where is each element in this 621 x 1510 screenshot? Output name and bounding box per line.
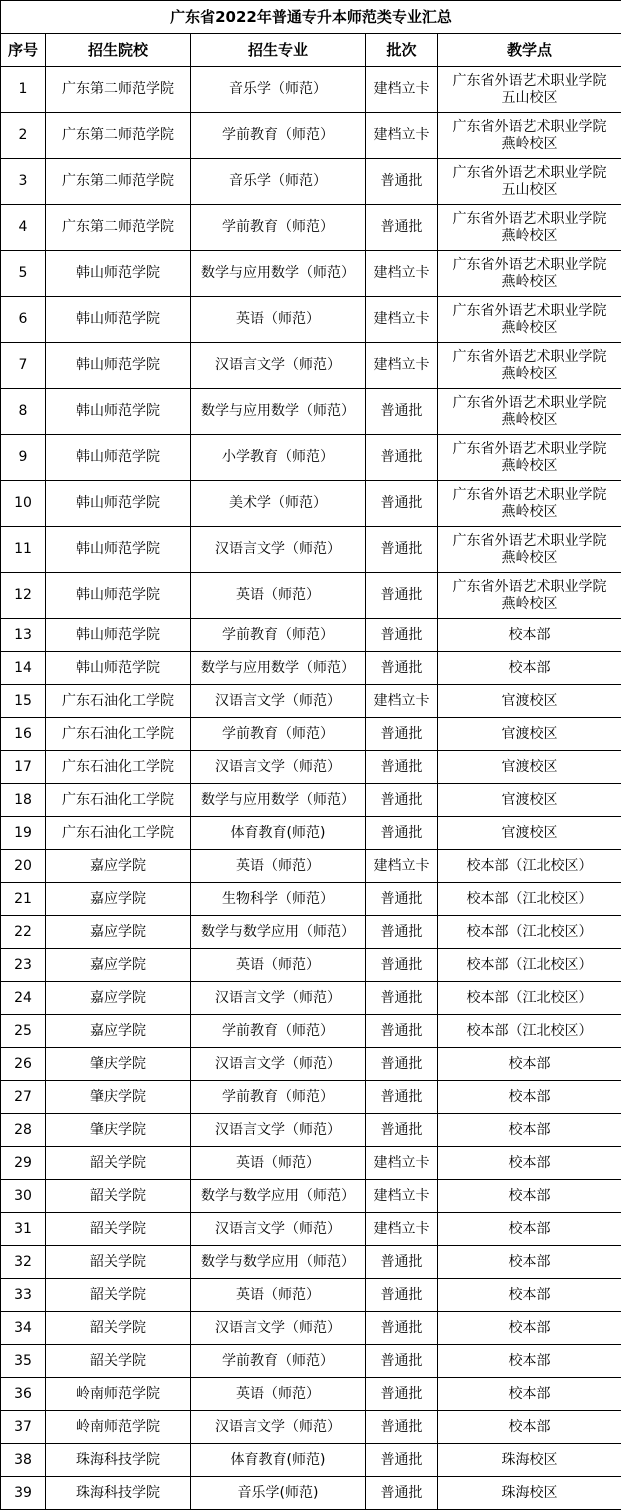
site-line: 燕岭校区 xyxy=(501,227,558,244)
batch-cell: 普通批 xyxy=(366,1081,438,1114)
site-cell xyxy=(438,817,621,850)
major-cell: 学前教育（师范） xyxy=(191,718,366,751)
school-cell: 韶关学院 xyxy=(46,1279,191,1312)
site-line: 校本部 xyxy=(508,659,551,676)
school-cell: 韶关学院 xyxy=(46,1246,191,1279)
major-cell: 英语（师范） xyxy=(191,949,366,982)
site-cell xyxy=(438,205,621,251)
school-cell: 韩山师范学院 xyxy=(46,527,191,573)
batch-cell: 普通批 xyxy=(366,883,438,916)
school-cell: 岭南师范学院 xyxy=(46,1411,191,1444)
row-number: 22 xyxy=(1,916,46,949)
site-line: 校本部 xyxy=(508,1352,551,1369)
row-number: 31 xyxy=(1,1213,46,1246)
row-number: 29 xyxy=(1,1147,46,1180)
school-cell: 广东石油化工学院 xyxy=(46,784,191,817)
batch-cell: 普通批 xyxy=(366,1312,438,1345)
school-cell: 韩山师范学院 xyxy=(46,481,191,527)
school-cell: 韶关学院 xyxy=(46,1345,191,1378)
table-row xyxy=(1,1147,621,1180)
table-row xyxy=(1,1411,621,1444)
school-cell: 韩山师范学院 xyxy=(46,297,191,343)
table-row xyxy=(1,1180,621,1213)
site-line: 燕岭校区 xyxy=(501,319,558,336)
site-line: 官渡校区 xyxy=(501,758,558,775)
school-cell: 肇庆学院 xyxy=(46,1114,191,1147)
site-line: 燕岭校区 xyxy=(501,273,558,290)
row-number: 4 xyxy=(1,205,46,251)
site-line: 校本部 xyxy=(508,1319,551,1336)
site-line: 校本部 xyxy=(508,626,551,643)
batch-cell: 普通批 xyxy=(366,1444,438,1477)
row-number: 9 xyxy=(1,435,46,481)
school-cell: 广东石油化工学院 xyxy=(46,751,191,784)
major-cell: 英语（师范） xyxy=(191,1279,366,1312)
major-cell: 生物科学（师范） xyxy=(191,883,366,916)
site-cell xyxy=(438,1048,621,1081)
table-row xyxy=(1,159,621,205)
row-number: 30 xyxy=(1,1180,46,1213)
major-cell: 数学与数学应用（师范） xyxy=(191,916,366,949)
school-cell: 韶关学院 xyxy=(46,1180,191,1213)
table-row xyxy=(1,949,621,982)
table-row xyxy=(1,1279,621,1312)
table-row xyxy=(1,343,621,389)
row-number: 23 xyxy=(1,949,46,982)
major-cell: 体育教育(师范) xyxy=(191,817,366,850)
row-number: 39 xyxy=(1,1477,46,1510)
table-row xyxy=(1,435,621,481)
batch-cell: 建档立卡 xyxy=(366,251,438,297)
site-line: 校本部 xyxy=(508,1187,551,1204)
site-line: 广东省外语艺术职业学院 xyxy=(452,532,607,549)
table-body xyxy=(1,67,621,1510)
table-row xyxy=(1,527,621,573)
batch-cell: 建档立卡 xyxy=(366,343,438,389)
site-cell xyxy=(438,1345,621,1378)
row-number: 27 xyxy=(1,1081,46,1114)
site-line: 广东省外语艺术职业学院 xyxy=(452,256,607,273)
site-line: 五山校区 xyxy=(501,181,558,198)
table-row xyxy=(1,619,621,652)
site-line: 广东省外语艺术职业学院 xyxy=(452,486,607,503)
site-line: 校本部（江北校区） xyxy=(466,956,593,973)
site-line: 燕岭校区 xyxy=(501,549,558,566)
header-row xyxy=(1,34,621,67)
row-number: 25 xyxy=(1,1015,46,1048)
row-number: 5 xyxy=(1,251,46,297)
batch-cell: 普通批 xyxy=(366,1246,438,1279)
table-row xyxy=(1,1213,621,1246)
site-cell xyxy=(438,751,621,784)
school-cell: 韩山师范学院 xyxy=(46,652,191,685)
school-cell: 韩山师范学院 xyxy=(46,619,191,652)
header-site: 教学点 xyxy=(438,34,621,67)
site-cell xyxy=(438,1477,621,1510)
major-cell: 汉语言文学（师范） xyxy=(191,527,366,573)
school-cell: 嘉应学院 xyxy=(46,850,191,883)
major-cell: 数学与数学应用（师范） xyxy=(191,1180,366,1213)
site-line: 校本部 xyxy=(508,1121,551,1138)
major-cell: 汉语言文学（师范） xyxy=(191,1312,366,1345)
school-cell: 肇庆学院 xyxy=(46,1048,191,1081)
table-row xyxy=(1,1114,621,1147)
row-number: 10 xyxy=(1,481,46,527)
school-cell: 广东第二师范学院 xyxy=(46,159,191,205)
row-number: 13 xyxy=(1,619,46,652)
major-cell: 英语（师范） xyxy=(191,573,366,619)
batch-cell: 建档立卡 xyxy=(366,1213,438,1246)
batch-cell: 普通批 xyxy=(366,817,438,850)
site-line: 校本部（江北校区） xyxy=(466,923,593,940)
site-line: 珠海校区 xyxy=(501,1451,558,1468)
site-line: 燕岭校区 xyxy=(501,595,558,612)
major-cell: 汉语言文学（师范） xyxy=(191,1213,366,1246)
table-title: 广东省2022年普通专升本师范类专业汇总 xyxy=(1,1,621,34)
table-row xyxy=(1,751,621,784)
major-cell: 学前教育（师范） xyxy=(191,1345,366,1378)
site-line: 燕岭校区 xyxy=(501,457,558,474)
batch-cell: 普通批 xyxy=(366,573,438,619)
table-row xyxy=(1,718,621,751)
batch-cell: 建档立卡 xyxy=(366,67,438,113)
row-number: 35 xyxy=(1,1345,46,1378)
batch-cell: 建档立卡 xyxy=(366,113,438,159)
site-cell xyxy=(438,784,621,817)
site-line: 广东省外语艺术职业学院 xyxy=(452,578,607,595)
table-row xyxy=(1,1081,621,1114)
row-number: 16 xyxy=(1,718,46,751)
batch-cell: 普通批 xyxy=(366,1015,438,1048)
site-line: 官渡校区 xyxy=(501,692,558,709)
row-number: 28 xyxy=(1,1114,46,1147)
site-cell xyxy=(438,389,621,435)
table-row xyxy=(1,1345,621,1378)
batch-cell: 普通批 xyxy=(366,481,438,527)
site-line: 校本部 xyxy=(508,1286,551,1303)
header-no: 序号 xyxy=(1,34,46,67)
site-line: 燕岭校区 xyxy=(501,503,558,520)
row-number: 1 xyxy=(1,67,46,113)
major-cell: 学前教育（师范） xyxy=(191,205,366,251)
site-cell xyxy=(438,883,621,916)
major-cell: 学前教育（师范） xyxy=(191,1081,366,1114)
site-cell xyxy=(438,1180,621,1213)
major-cell: 体育教育(师范) xyxy=(191,1444,366,1477)
site-line: 燕岭校区 xyxy=(501,135,558,152)
batch-cell: 建档立卡 xyxy=(366,1147,438,1180)
table-row xyxy=(1,1246,621,1279)
major-cell: 数学与应用数学（师范） xyxy=(191,389,366,435)
school-cell: 广东石油化工学院 xyxy=(46,817,191,850)
site-line: 广东省外语艺术职业学院 xyxy=(452,72,607,89)
school-cell: 嘉应学院 xyxy=(46,949,191,982)
row-number: 15 xyxy=(1,685,46,718)
site-cell xyxy=(438,573,621,619)
table-row xyxy=(1,573,621,619)
school-cell: 肇庆学院 xyxy=(46,1081,191,1114)
site-cell xyxy=(438,685,621,718)
site-cell xyxy=(438,159,621,205)
school-cell: 嘉应学院 xyxy=(46,883,191,916)
major-cell: 数学与应用数学（师范） xyxy=(191,251,366,297)
table-row xyxy=(1,1015,621,1048)
batch-cell: 普通批 xyxy=(366,784,438,817)
site-line: 广东省外语艺术职业学院 xyxy=(452,302,607,319)
table-row xyxy=(1,850,621,883)
batch-cell: 普通批 xyxy=(366,949,438,982)
batch-cell: 普通批 xyxy=(366,1477,438,1510)
site-cell xyxy=(438,1444,621,1477)
row-number: 21 xyxy=(1,883,46,916)
site-cell xyxy=(438,1114,621,1147)
major-cell: 汉语言文学（师范） xyxy=(191,1114,366,1147)
batch-cell: 普通批 xyxy=(366,1048,438,1081)
school-cell: 韶关学院 xyxy=(46,1312,191,1345)
school-cell: 韩山师范学院 xyxy=(46,251,191,297)
site-line: 校本部 xyxy=(508,1220,551,1237)
row-number: 24 xyxy=(1,982,46,1015)
row-number: 6 xyxy=(1,297,46,343)
site-cell xyxy=(438,850,621,883)
row-number: 26 xyxy=(1,1048,46,1081)
row-number: 12 xyxy=(1,573,46,619)
site-line: 燕岭校区 xyxy=(501,365,558,382)
site-cell xyxy=(438,949,621,982)
table-row xyxy=(1,883,621,916)
table-row xyxy=(1,685,621,718)
batch-cell: 建档立卡 xyxy=(366,297,438,343)
row-number: 34 xyxy=(1,1312,46,1345)
site-cell xyxy=(438,1378,621,1411)
table-row xyxy=(1,652,621,685)
site-line: 校本部（江北校区） xyxy=(466,1022,593,1039)
row-number: 14 xyxy=(1,652,46,685)
table-row xyxy=(1,1378,621,1411)
school-cell: 广东第二师范学院 xyxy=(46,205,191,251)
major-cell: 学前教育（师范） xyxy=(191,1015,366,1048)
batch-cell: 普通批 xyxy=(366,916,438,949)
row-number: 11 xyxy=(1,527,46,573)
major-cell: 数学与数学应用（师范） xyxy=(191,1246,366,1279)
row-number: 36 xyxy=(1,1378,46,1411)
site-line: 校本部 xyxy=(508,1055,551,1072)
school-cell: 嘉应学院 xyxy=(46,1015,191,1048)
site-cell xyxy=(438,343,621,389)
batch-cell: 普通批 xyxy=(366,619,438,652)
table-row xyxy=(1,297,621,343)
site-line: 校本部（江北校区） xyxy=(466,857,593,874)
major-cell: 数学与应用数学（师范） xyxy=(191,652,366,685)
batch-cell: 普通批 xyxy=(366,527,438,573)
site-cell xyxy=(438,297,621,343)
school-cell: 韶关学院 xyxy=(46,1213,191,1246)
site-line: 广东省外语艺术职业学院 xyxy=(452,440,607,457)
site-cell xyxy=(438,619,621,652)
school-cell: 广东第二师范学院 xyxy=(46,113,191,159)
school-cell: 韩山师范学院 xyxy=(46,435,191,481)
batch-cell: 普通批 xyxy=(366,159,438,205)
major-cell: 音乐学(师范) xyxy=(191,1477,366,1510)
batch-cell: 普通批 xyxy=(366,435,438,481)
batch-cell: 普通批 xyxy=(366,1345,438,1378)
school-cell: 韩山师范学院 xyxy=(46,343,191,389)
major-cell: 学前教育（师范） xyxy=(191,113,366,159)
major-cell: 音乐学（师范） xyxy=(191,159,366,205)
site-line: 广东省外语艺术职业学院 xyxy=(452,210,607,227)
row-number: 32 xyxy=(1,1246,46,1279)
table-row xyxy=(1,1444,621,1477)
site-cell xyxy=(438,1081,621,1114)
table-row xyxy=(1,1048,621,1081)
site-cell xyxy=(438,113,621,159)
site-line: 校本部 xyxy=(508,1385,551,1402)
table-row xyxy=(1,481,621,527)
header-school: 招生院校 xyxy=(46,34,191,67)
site-cell xyxy=(438,251,621,297)
row-number: 38 xyxy=(1,1444,46,1477)
site-cell xyxy=(438,1411,621,1444)
site-cell xyxy=(438,1312,621,1345)
site-cell xyxy=(438,67,621,113)
site-line: 官渡校区 xyxy=(501,725,558,742)
batch-cell: 普通批 xyxy=(366,389,438,435)
batch-cell: 普通批 xyxy=(366,652,438,685)
major-cell: 汉语言文学（师范） xyxy=(191,751,366,784)
major-cell: 汉语言文学（师范） xyxy=(191,343,366,389)
site-cell xyxy=(438,982,621,1015)
site-cell xyxy=(438,527,621,573)
batch-cell: 普通批 xyxy=(366,1114,438,1147)
site-cell xyxy=(438,481,621,527)
site-line: 校本部 xyxy=(508,1154,551,1171)
school-cell: 嘉应学院 xyxy=(46,916,191,949)
row-number: 2 xyxy=(1,113,46,159)
site-line: 广东省外语艺术职业学院 xyxy=(452,348,607,365)
school-cell: 岭南师范学院 xyxy=(46,1378,191,1411)
site-line: 珠海校区 xyxy=(501,1484,558,1501)
major-cell: 英语（师范） xyxy=(191,297,366,343)
site-line: 官渡校区 xyxy=(501,791,558,808)
school-cell: 广东石油化工学院 xyxy=(46,718,191,751)
batch-cell: 普通批 xyxy=(366,205,438,251)
row-number: 18 xyxy=(1,784,46,817)
school-cell: 韩山师范学院 xyxy=(46,573,191,619)
header-major: 招生专业 xyxy=(191,34,366,67)
site-line: 燕岭校区 xyxy=(501,411,558,428)
site-line: 广东省外语艺术职业学院 xyxy=(452,394,607,411)
site-line: 校本部 xyxy=(508,1253,551,1270)
site-line: 校本部（江北校区） xyxy=(466,890,593,907)
batch-cell: 建档立卡 xyxy=(366,685,438,718)
site-cell xyxy=(438,718,621,751)
school-cell: 嘉应学院 xyxy=(46,982,191,1015)
major-cell: 汉语言文学（师范） xyxy=(191,1048,366,1081)
site-cell xyxy=(438,1147,621,1180)
school-cell: 韩山师范学院 xyxy=(46,389,191,435)
batch-cell: 普通批 xyxy=(366,751,438,784)
site-cell xyxy=(438,1015,621,1048)
table-row xyxy=(1,1477,621,1510)
major-cell: 美术学（师范） xyxy=(191,481,366,527)
table-row xyxy=(1,784,621,817)
table-row xyxy=(1,1312,621,1345)
site-line: 广东省外语艺术职业学院 xyxy=(452,118,607,135)
major-cell: 英语（师范） xyxy=(191,1147,366,1180)
table-row xyxy=(1,67,621,113)
row-number: 3 xyxy=(1,159,46,205)
school-cell: 广东石油化工学院 xyxy=(46,685,191,718)
batch-cell: 建档立卡 xyxy=(366,850,438,883)
major-cell: 数学与应用数学（师范） xyxy=(191,784,366,817)
site-cell xyxy=(438,916,621,949)
major-cell: 音乐学（师范） xyxy=(191,67,366,113)
table-row xyxy=(1,389,621,435)
header-batch: 批次 xyxy=(366,34,438,67)
site-line: 校本部 xyxy=(508,1418,551,1435)
row-number: 7 xyxy=(1,343,46,389)
batch-cell: 普通批 xyxy=(366,1279,438,1312)
site-line: 五山校区 xyxy=(501,89,558,106)
site-line: 官渡校区 xyxy=(501,824,558,841)
major-cell: 英语（师范） xyxy=(191,850,366,883)
major-cell: 汉语言文学（师范） xyxy=(191,1411,366,1444)
batch-cell: 建档立卡 xyxy=(366,1180,438,1213)
batch-cell: 普通批 xyxy=(366,982,438,1015)
school-cell: 广东第二师范学院 xyxy=(46,67,191,113)
major-cell: 小学教育（师范） xyxy=(191,435,366,481)
row-number: 33 xyxy=(1,1279,46,1312)
site-line: 广东省外语艺术职业学院 xyxy=(452,164,607,181)
table-row xyxy=(1,916,621,949)
major-cell: 英语（师范） xyxy=(191,1378,366,1411)
school-cell: 珠海科技学院 xyxy=(46,1444,191,1477)
table-row xyxy=(1,251,621,297)
table-row xyxy=(1,113,621,159)
site-line: 校本部 xyxy=(508,1088,551,1105)
major-cell: 汉语言文学（师范） xyxy=(191,982,366,1015)
site-cell xyxy=(438,1279,621,1312)
table-row xyxy=(1,982,621,1015)
table-row xyxy=(1,817,621,850)
major-cell: 学前教育（师范） xyxy=(191,619,366,652)
major-cell: 汉语言文学（师范） xyxy=(191,685,366,718)
row-number: 19 xyxy=(1,817,46,850)
site-cell xyxy=(438,435,621,481)
site-cell xyxy=(438,1213,621,1246)
site-line: 校本部（江北校区） xyxy=(466,989,593,1006)
school-cell: 珠海科技学院 xyxy=(46,1477,191,1510)
site-cell xyxy=(438,1246,621,1279)
school-cell: 韶关学院 xyxy=(46,1147,191,1180)
batch-cell: 普通批 xyxy=(366,1411,438,1444)
row-number: 20 xyxy=(1,850,46,883)
row-number: 17 xyxy=(1,751,46,784)
site-cell xyxy=(438,652,621,685)
table-row xyxy=(1,205,621,251)
row-number: 37 xyxy=(1,1411,46,1444)
batch-cell: 普通批 xyxy=(366,718,438,751)
row-number: 8 xyxy=(1,389,46,435)
batch-cell: 普通批 xyxy=(366,1378,438,1411)
